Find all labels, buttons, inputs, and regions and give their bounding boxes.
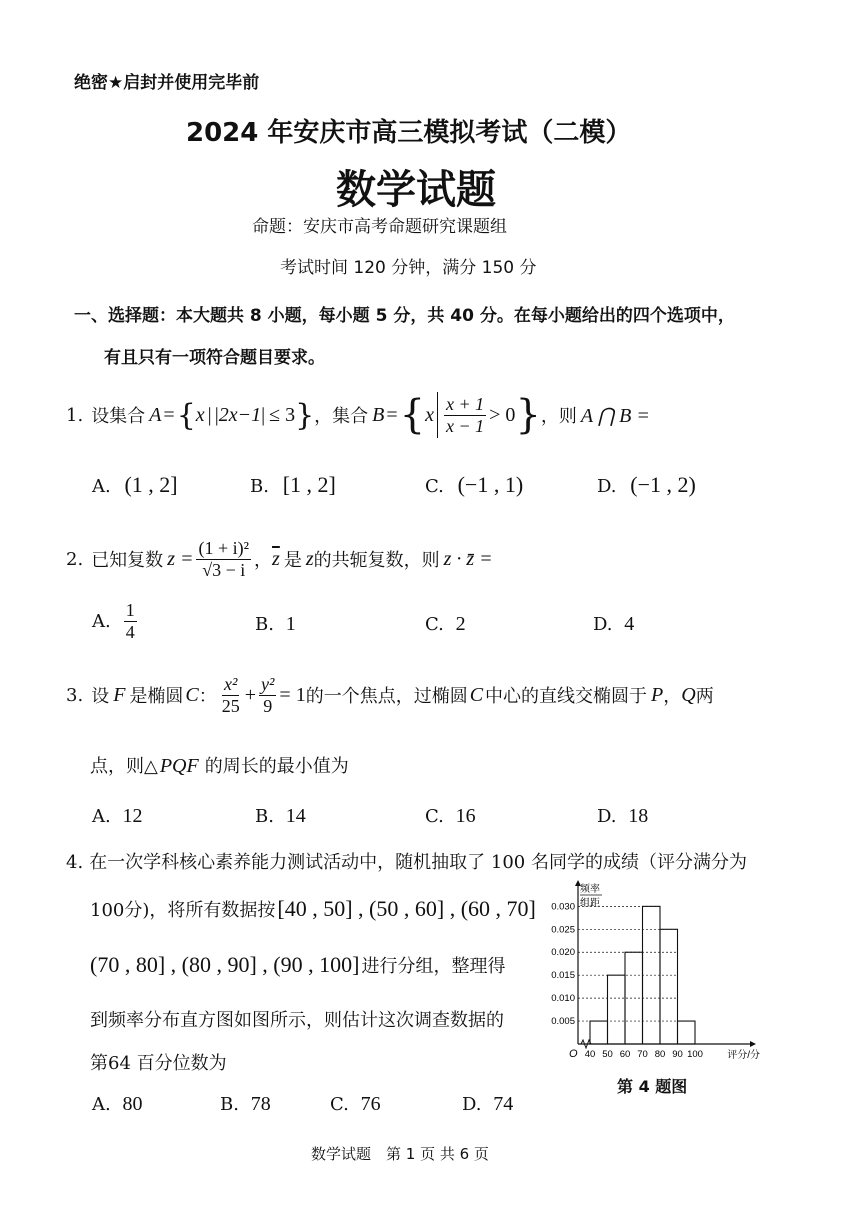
question-4	[66, 848, 747, 874]
q1-bar: |	[207, 403, 212, 426]
x-tick-label: 60	[619, 1049, 631, 1060]
q3-option-c[interactable]	[425, 805, 476, 828]
q4-line3-intervals: (70 , 80] , (80 , 90] , (90 , 100]	[90, 952, 360, 977]
q1-b-divider	[437, 392, 438, 438]
q1-option-c[interactable]	[425, 472, 523, 498]
q2-zbar: $\overline{z}$	[272, 547, 280, 570]
q4-line-5: 第64 百分位数为	[90, 1053, 227, 1074]
q2-answer-expr: z · z̄ =	[443, 547, 493, 570]
q3-text-4: 的一个焦点，过椭圆	[305, 686, 468, 707]
y-tick-label: 0.030	[551, 901, 575, 913]
q1-text-2: ，集合	[314, 406, 369, 427]
x-axis-label: 评分/分	[727, 1050, 760, 1061]
question-2	[66, 530, 493, 588]
q2-text-2: ，	[254, 550, 273, 571]
q4-line2-text: 100分)，将所有数据按	[90, 900, 276, 921]
q3-c: C	[185, 683, 199, 706]
q2-option-b-value: 1	[285, 613, 296, 635]
q2-option-b-label: B.	[255, 614, 274, 635]
origin-label: O	[569, 1048, 578, 1060]
q1-abs-open: |	[214, 403, 219, 426]
y-tick-label: 0.020	[551, 947, 575, 959]
q1-brace-close: }	[295, 397, 315, 433]
q4-option-b[interactable]	[220, 1093, 271, 1116]
histogram-bar-80-90	[660, 929, 678, 1044]
q4-line-1: 在一次学科核心素养能力测试活动中，随机抽取了 100 名同学的成绩（评分满分为	[89, 852, 747, 873]
q2-z: z	[305, 547, 314, 570]
q3-text-2: 是椭圆	[129, 686, 184, 707]
q3-frac-y	[259, 674, 276, 716]
section-heading-line1: 一、选择题：本大题共 8 小题，每小题 5 分，共 40 分。在每小题给出的四个选项中，	[74, 306, 735, 326]
q3-option-b-value: 14	[285, 805, 306, 827]
q3-frac-x-num: x²	[224, 673, 238, 694]
x-tick-label: 100	[687, 1049, 703, 1060]
q4-line2-intervals: [40 , 50] , (50 , 60] , (60 , 70]	[277, 896, 536, 921]
q3-text-5: 中心的直线交椭圆于	[485, 686, 648, 707]
histogram-bar-40-50	[590, 1021, 608, 1044]
q3-text-3: ：	[198, 686, 217, 707]
y-tick-label: 0.025	[551, 924, 575, 936]
q3-option-a-value: 12	[122, 805, 143, 827]
q1-frac-den: x − 1	[446, 415, 485, 436]
histogram-bar-90-100	[678, 1021, 696, 1044]
q2-option-a-fraction	[124, 600, 137, 642]
q3-frac-y-num: y²	[261, 673, 275, 694]
subject-title: 数学试题	[336, 167, 496, 213]
q1-option-b[interactable]	[250, 472, 336, 498]
q1-option-a[interactable]	[92, 472, 178, 498]
x-tick-label: 50	[602, 1049, 613, 1060]
figure-caption: 第 4 题图	[617, 1077, 688, 1096]
q1-brace-open-2: {	[399, 392, 426, 438]
q2-text-3: 是	[283, 550, 302, 571]
q4-line-4: 到频率分布直方图如图所示，则估计这次调查数据的	[90, 1010, 504, 1031]
q1-set-a: A	[149, 403, 162, 426]
question-1	[66, 388, 650, 442]
q1-option-c-value: (−1 , 1)	[457, 472, 524, 497]
q2-frac-den: √3 − i	[202, 559, 246, 580]
q2-text-4: 的共轭复数，则	[313, 550, 440, 571]
q1-option-d-label: D.	[597, 476, 617, 497]
x-tick-label: 90	[672, 1049, 683, 1060]
q1-brace-close-2: }	[515, 392, 541, 438]
q4-option-d[interactable]	[462, 1093, 513, 1116]
q1-cond-var: x	[195, 403, 205, 426]
q3-text: 设	[91, 686, 110, 707]
q1-abs-close: |	[261, 403, 266, 426]
q3-frac-x-den: 25	[221, 695, 240, 716]
q2-number: 2.	[66, 548, 84, 570]
q1-gt0: > 0	[489, 403, 516, 426]
q3-pqf: PQF	[159, 755, 199, 777]
q1-eq-2: =	[386, 403, 398, 426]
y-label-bottom: 组距	[580, 898, 600, 909]
x-tick-label: 80	[654, 1049, 666, 1060]
q3-q: Q	[681, 683, 696, 706]
section-heading-line2: 有且只有一项符合题目要求。	[104, 348, 325, 368]
q4-option-a[interactable]	[92, 1093, 142, 1116]
confidential-label: 绝密★启封并使用完毕前	[74, 73, 260, 93]
q1-eq: =	[163, 403, 175, 426]
q4-option-d-value: 74	[493, 1093, 514, 1115]
q3-comma: ，	[663, 686, 682, 707]
exam-title: 2024 年安庆市高三模拟考试（二模）	[186, 118, 632, 148]
q2-option-c-label: C.	[425, 614, 444, 635]
y-tick-label: 0.005	[551, 1016, 575, 1028]
page-footer: 数学试题 第 1 页 共 6 页	[311, 1145, 489, 1163]
author-line: 命题：安庆市高考命题研究课题组	[252, 217, 507, 237]
q2-z-eq: z =	[167, 547, 194, 570]
q1-number: 1.	[66, 404, 84, 426]
q3-option-d-label: D.	[597, 806, 617, 827]
q2-option-c-value: 2	[455, 613, 466, 635]
q2-option-a[interactable]	[92, 600, 140, 642]
q1-fraction	[444, 394, 486, 436]
q1-text-3: ，则	[540, 406, 577, 427]
q3-p: P	[651, 683, 664, 706]
q4-line-3	[90, 952, 505, 978]
y-label-top: 频率	[580, 884, 600, 895]
q1-brace-open: {	[176, 397, 196, 433]
q3-option-d-value: 18	[628, 805, 649, 827]
q1-b-var: x	[425, 403, 435, 426]
q4-option-b-label: B.	[220, 1094, 239, 1115]
q1-frac-num: x + 1	[446, 393, 485, 414]
q1-option-d-value: (−1 , 2)	[630, 472, 696, 497]
q2-frac-num: (1 + i)²	[198, 537, 250, 558]
q3-frac-x	[220, 674, 242, 716]
q3-option-a[interactable]	[92, 805, 142, 828]
q3-option-b[interactable]	[255, 805, 306, 828]
y-tick-label: 0.015	[551, 970, 575, 982]
q3-line-2	[90, 752, 349, 778]
q1-option-d[interactable]	[597, 472, 696, 498]
q4-line3-text: 进行分组，整理得	[361, 956, 506, 977]
q3-plus: +	[244, 683, 257, 706]
q2-option-a-num: 1	[125, 600, 135, 620]
q3-option-c-value: 16	[455, 805, 476, 827]
q1-set-b: B	[372, 403, 385, 426]
q2-option-d-label: D.	[593, 614, 613, 635]
q1-option-a-value: (1 , 2]	[124, 472, 178, 497]
q2-fraction	[196, 538, 251, 580]
q4-option-b-value: 78	[250, 1093, 271, 1115]
q3-f: F	[113, 683, 126, 706]
x-axis-arrow	[750, 1041, 756, 1047]
x-tick-label: 70	[637, 1049, 648, 1060]
q3-option-d[interactable]	[597, 805, 648, 828]
q1-option-b-label: B.	[250, 476, 269, 497]
y-tick-label: 0.010	[551, 993, 575, 1005]
q4-number: 4.	[66, 852, 84, 873]
q4-option-c[interactable]	[330, 1093, 381, 1116]
q2-option-a-label: A.	[92, 610, 111, 632]
q2-option-a-den: 4	[125, 621, 135, 642]
q1-le3: ≤ 3	[269, 403, 296, 426]
q4-option-d-label: D.	[462, 1094, 482, 1115]
q4-option-c-value: 76	[360, 1093, 381, 1115]
q1-abs-expr: 2x−1	[218, 403, 262, 426]
q3-frac-y-den: 9	[263, 695, 273, 716]
q3-number: 3.	[66, 684, 84, 706]
q2-option-c[interactable]	[425, 613, 466, 636]
q2-option-d[interactable]	[593, 613, 634, 636]
time-info: 考试时间 120 分钟，满分 150 分	[280, 258, 537, 278]
q3-line2-a: 点，则△	[90, 756, 158, 777]
q1-text: 设集合	[91, 406, 146, 427]
q4-option-a-label: A.	[92, 1094, 111, 1115]
q4-option-c-label: C.	[330, 1094, 349, 1115]
histogram-bar-50-60	[608, 975, 626, 1044]
q2-text: 已知复数	[91, 550, 164, 571]
x-tick-label: 40	[584, 1049, 596, 1060]
q1-option-a-label: A.	[92, 476, 111, 497]
q4-option-a-value: 80	[122, 1093, 143, 1115]
q4-line-2	[90, 896, 536, 922]
question-3	[66, 668, 714, 722]
q3-eq: = 1	[279, 683, 306, 706]
q2-option-d-value: 4	[624, 613, 635, 635]
q3-c-2: C	[469, 683, 484, 706]
q3-text-6: 两	[695, 686, 714, 707]
q3-option-c-label: C.	[425, 806, 444, 827]
histogram-chart	[528, 880, 768, 1070]
q1-answer-expr: A ⋂ B =	[580, 404, 650, 427]
q1-option-b-value: [1 , 2]	[282, 472, 336, 497]
q2-option-b[interactable]	[255, 613, 296, 636]
q3-line2-b: 的周长的最小值为	[204, 756, 349, 777]
q1-option-c-label: C.	[425, 476, 444, 497]
q3-option-b-label: B.	[255, 806, 274, 827]
q3-option-a-label: A.	[92, 806, 111, 827]
